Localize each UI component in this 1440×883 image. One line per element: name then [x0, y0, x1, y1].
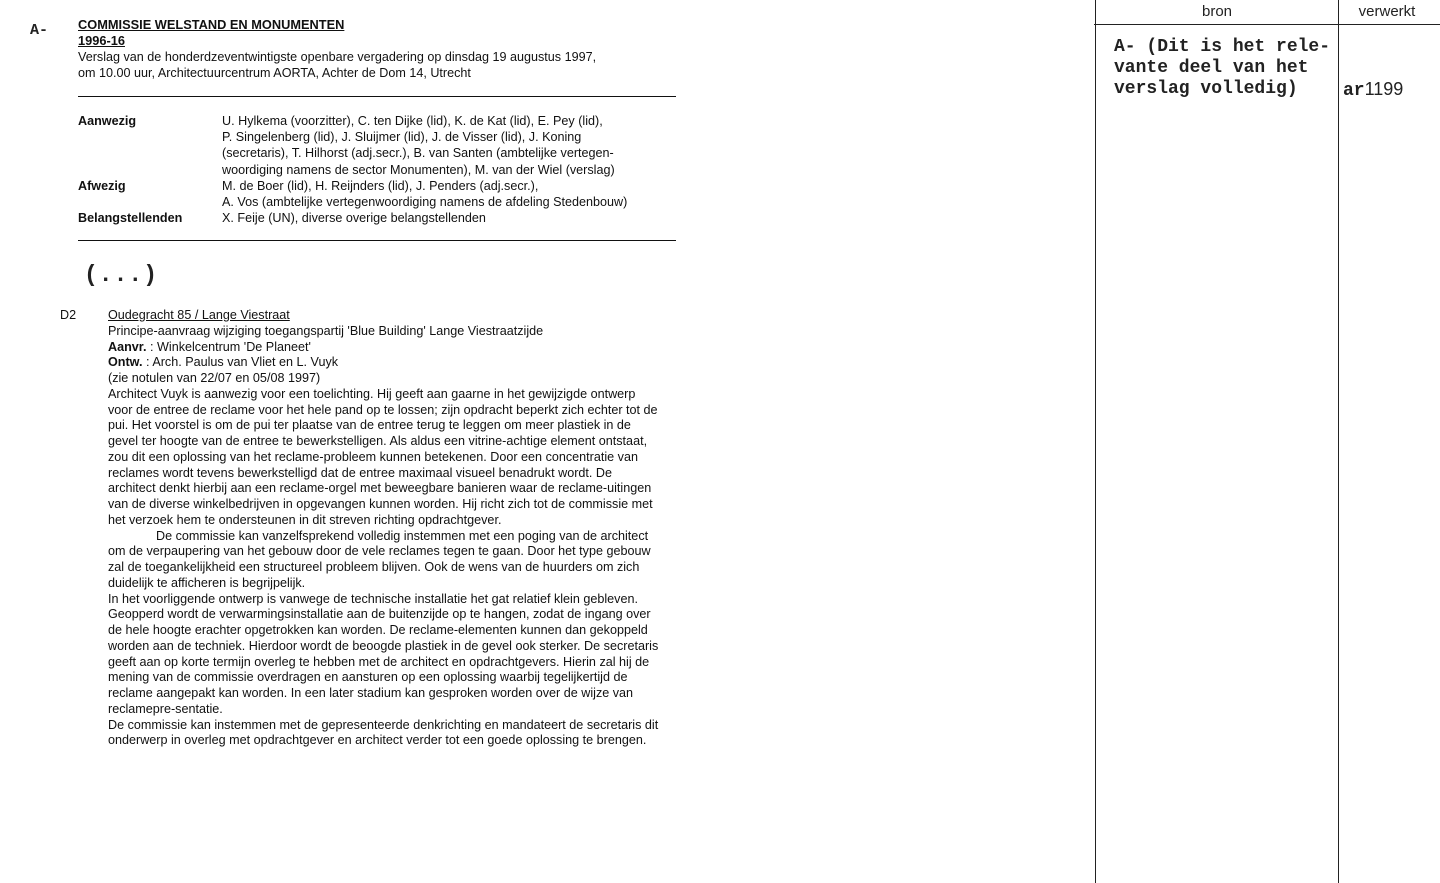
item-code: D2	[60, 308, 77, 322]
item-paragraph: De commissie kan instemmen met de gepresenteerde denkrichting en mandateert de secretaris dit onderwerp in overleg met opdrachtgever en architect verder tot een goede oplossing te brengen.	[108, 717, 659, 748]
applicant-label: Aanvr.	[108, 339, 147, 354]
attendance-list	[78, 113, 678, 226]
processed-code	[1343, 79, 1403, 101]
item-heading: Oudegracht 85 / Lange Viestraat	[108, 308, 290, 322]
present-line: P. Singelenberg (lid), J. Sluijmer (lid), J. de Visser (lid), J. Koning	[222, 130, 582, 145]
item-applicant	[108, 340, 663, 356]
header-rule	[78, 96, 676, 97]
present-label: Aanwezig	[78, 114, 137, 128]
designer-value: : Arch. Paulus van Vliet en L. Vuyk	[146, 355, 339, 370]
document-header	[78, 17, 678, 81]
absent-line: M. de Boer (lid), H. Reijnders (lid), J. Penders (adj.secr.),	[222, 178, 539, 193]
column-divider-left	[1095, 0, 1096, 883]
applicant-value: : Winkelcentrum 'De Planeet'	[150, 339, 311, 354]
present-line: woordiging namens de sector Monumenten), M. van der Wiel (verslag)	[222, 162, 615, 177]
meeting-line-1: Verslag van de honderdzeventwintigste openbare vergadering op dinsdag 19 augustus 1997,	[78, 50, 597, 64]
present-names	[222, 113, 678, 178]
column-header-bron: bron	[1201, 3, 1233, 20]
source-note-line: verslag volledig)	[1114, 79, 1298, 99]
attendance-absent	[78, 178, 678, 210]
absent-label: Afwezig	[78, 178, 126, 193]
column-divider-middle	[1338, 0, 1339, 883]
column-header-rule	[1094, 24, 1440, 25]
processed-number: 1199	[1364, 79, 1404, 99]
interested-line: X. Feije (UN), diverse overige belangstellenden	[222, 211, 486, 226]
interested-names	[222, 210, 678, 226]
meeting-line-2: om 10.00 uur, Architectuurcentrum AORTA, Achter de Dom 14, Utrecht	[78, 66, 471, 80]
item-paragraph: Architect Vuyk is aanwezig voor een toelichting. Hij geeft aan gaarne in het gewijzigde ontwerp voor de entree de reclame voor het hele pand op te lossen; zijn opdracht beperkt zich echter tot de pui. Het voorstel is om de pui ter plaatse van de entree terug te leggen om meer plastiek in de gevel ter hoogte van de entree te bewerkstelligen. Als aldus een vitrine-achtige element ontstaat, zou dit een oplossing van het reclame-probleem kunnen betekenen. Door een concentratie van reclames wordt tevens bewerkstelligd dat de entree maximaal visueel benadrukt wordt. De architect denkt hierbij aan een reclame-orgel met beweegbare banieren waar de reclame-uitingen van de diverse winkelbedrijven in opgevangen kunnen worden. Hij richt zich tot de commissie met het verzoek hem te ondersteunen in dit streven richting opdrachtgever.	[108, 386, 658, 527]
designer-label: Ontw.	[108, 355, 143, 370]
item-paragraph: In het voorliggende ontwerp is vanwege de technische installatie het gat relatief klein gebleven. Geopperd wordt de verwarmingsinstallatie aan de buitenzijde op te hangen, zodat de ingang over de hele hoogte erachter opgetrokken kan worden. De reclame-elementen kunnen dan gekoppeld worden aan de techniek. Hierdoor wordt de beoogde plastiek in de gevel ook sterker. De secretaris geeft aan op korte termijn overleg te hebben met de architect en opdrachtgevers. Hierin zal hij de mening van de commissie overdragen en aansturen op een oplossing waarbij tegelijkertijd de reclame aangepakt kan worden. In een later stadium kan gesproken worden over de wijze van reclamepre-sentatie.	[108, 591, 659, 716]
absent-line: A. Vos (ambtelijke vertegenwoordiging namens de afdeling Stedenbouw)	[222, 195, 628, 210]
committee-title: COMMISSIE WELSTAND EN MONUMENTEN	[78, 17, 345, 32]
item-paragraph: De commissie kan vanzelfsprekend volledig instemmen met een poging van de architect om de verpaupering van het gebouw door de vele reclames tegen te gaan. Door het type gebouw zal de toegankelijkheid een structureel probleem blijven. Ook de wens van de huurders om zich duidelijk te afficheren is begrijpelijk.	[108, 528, 651, 590]
source-note-line: A- (Dit is het rele-	[1114, 37, 1331, 57]
present-line: U. Hylkema (voorzitter), C. ten Dijke (lid), K. de Kat (lid), E. Pey (lid),	[222, 114, 603, 128]
source-note-line: vante deel van het	[1114, 58, 1309, 78]
omission-ellipsis: (...)	[84, 262, 159, 288]
source-note	[1114, 37, 1334, 100]
interested-label: Belangstellenden	[78, 211, 183, 226]
processed-prefix: ar	[1343, 81, 1365, 101]
item-subject: Principe-aanvraag wijziging toegangspartij 'Blue Building' Lange Viestraatzijde	[108, 323, 544, 338]
column-header-verwerkt: verwerkt	[1358, 3, 1416, 20]
attendance-rule	[78, 240, 676, 241]
agenda-item	[108, 308, 663, 749]
report-number: 1996-16	[78, 33, 125, 48]
attendance-interested	[78, 210, 678, 226]
item-designer	[108, 355, 663, 371]
item-reference: (zie notulen van 22/07 en 05/08 1997)	[108, 371, 321, 385]
margin-mark: A-	[30, 22, 49, 39]
attendance-present	[78, 113, 678, 178]
present-line: (secretaris), T. Hilhorst (adj.secr.), B. van Santen (ambtelijke vertegen-	[222, 146, 614, 161]
absent-names	[222, 178, 678, 210]
